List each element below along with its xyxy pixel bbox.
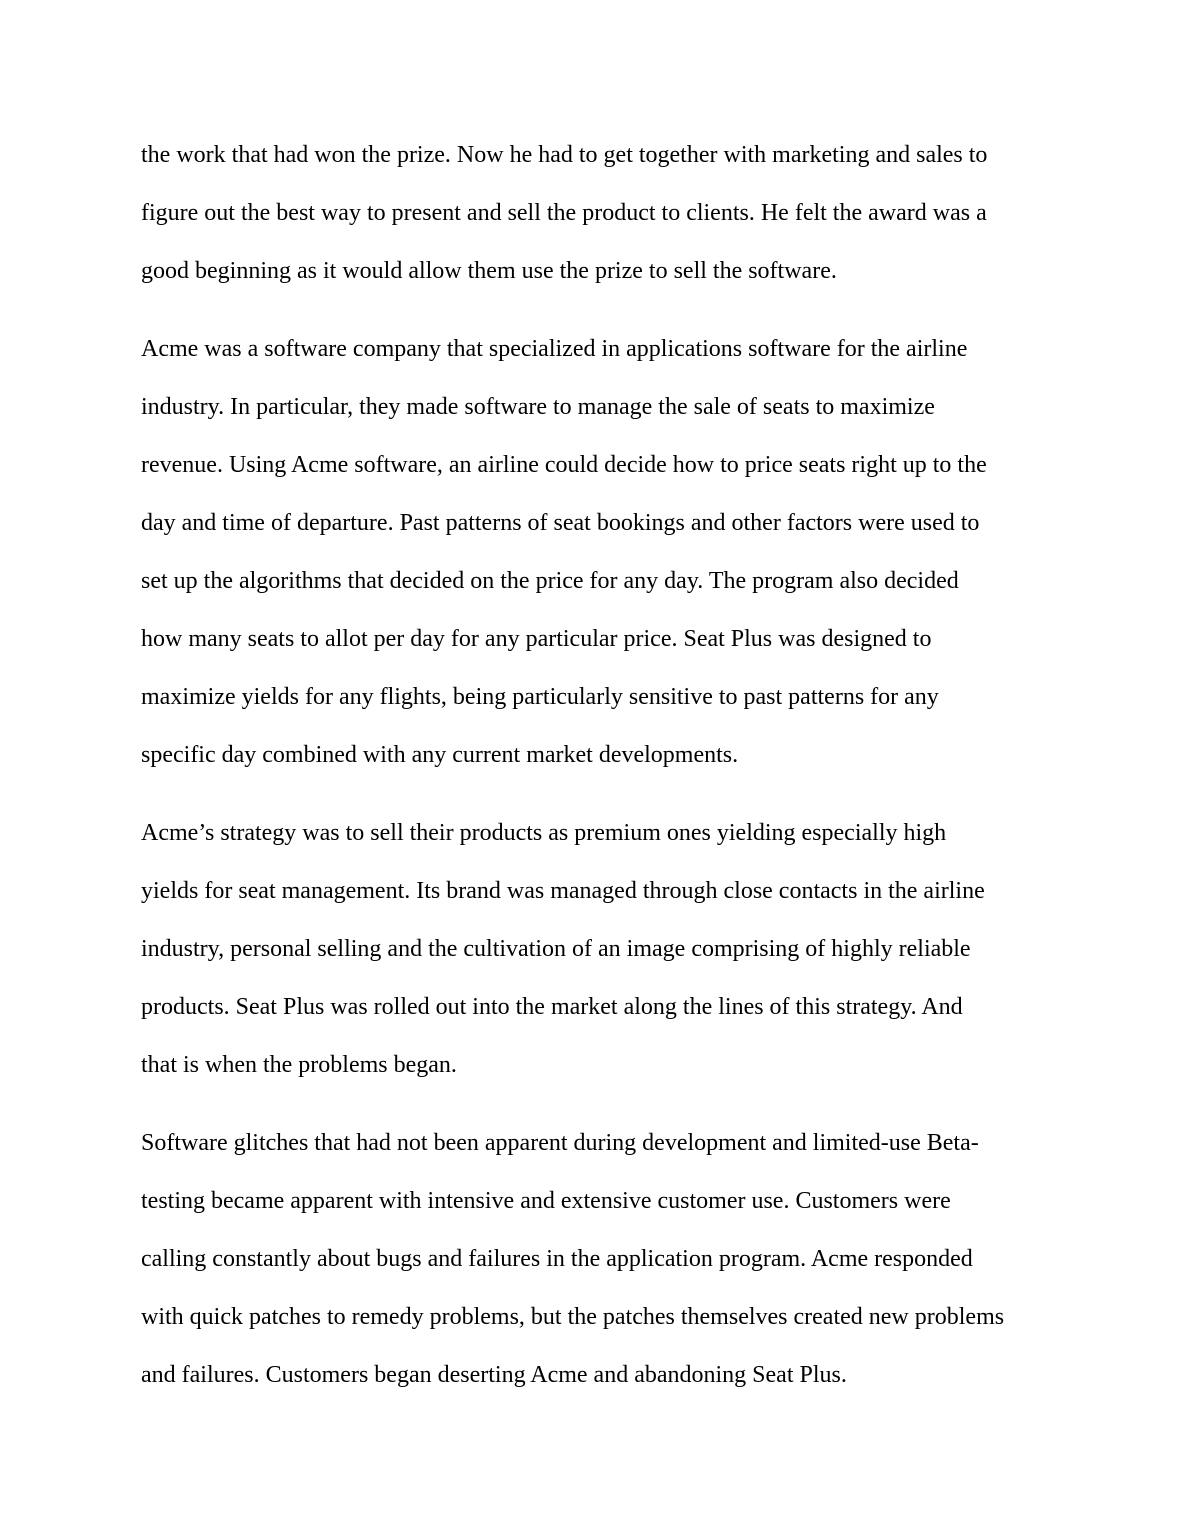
paragraph-3 xyxy=(141,804,1061,1094)
text-line: yields for seat management. Its brand was managed through close contacts in the airline xyxy=(141,878,985,904)
text-line: calling constantly about bugs and failures in the application program. Acme responded xyxy=(141,1246,973,1272)
text-line: products. Seat Plus was rolled out into the market along the lines of this strategy. And xyxy=(141,994,963,1020)
text-line: day and time of departure. Past patterns of seat bookings and other factors were used to xyxy=(141,510,980,536)
text-line: testing became apparent with intensive and extensive customer use. Customers were xyxy=(141,1188,951,1214)
paragraph-4 xyxy=(141,1114,1061,1404)
text-line: industry. In particular, they made software to manage the sale of seats to maximize xyxy=(141,394,935,420)
document-body xyxy=(141,126,1061,1404)
text-line: how many seats to allot per day for any particular price. Seat Plus was designed to xyxy=(141,626,932,652)
text-line: that is when the problems began. xyxy=(141,1052,457,1078)
text-line: and failures. Customers began deserting Acme and abandoning Seat Plus. xyxy=(141,1362,847,1388)
text-line: Acme was a software company that specialized in applications software for the airline xyxy=(141,336,968,362)
text-line: the work that had won the prize. Now he had to get together with marketing and sales to xyxy=(141,142,988,168)
text-line: Software glitches that had not been apparent during development and limited-use Beta- xyxy=(141,1130,979,1156)
text-line: industry, personal selling and the cultivation of an image comprising of highly reliable xyxy=(141,936,971,962)
text-line: maximize yields for any flights, being particularly sensitive to past patterns for any xyxy=(141,684,939,710)
text-line: figure out the best way to present and sell the product to clients. He felt the award was a xyxy=(141,200,987,226)
text-line: revenue. Using Acme software, an airline could decide how to price seats right up to the xyxy=(141,452,987,478)
paragraph-1 xyxy=(141,126,1061,300)
paragraph-2 xyxy=(141,320,1061,784)
text-line: specific day combined with any current market developments. xyxy=(141,742,739,768)
text-line: set up the algorithms that decided on the price for any day. The program also decided xyxy=(141,568,959,594)
text-line: with quick patches to remedy problems, but the patches themselves created new problems xyxy=(141,1304,1005,1330)
text-line: Acme’s strategy was to sell their products as premium ones yielding especially high xyxy=(141,820,947,846)
text-line: good beginning as it would allow them use the prize to sell the software. xyxy=(141,258,837,284)
